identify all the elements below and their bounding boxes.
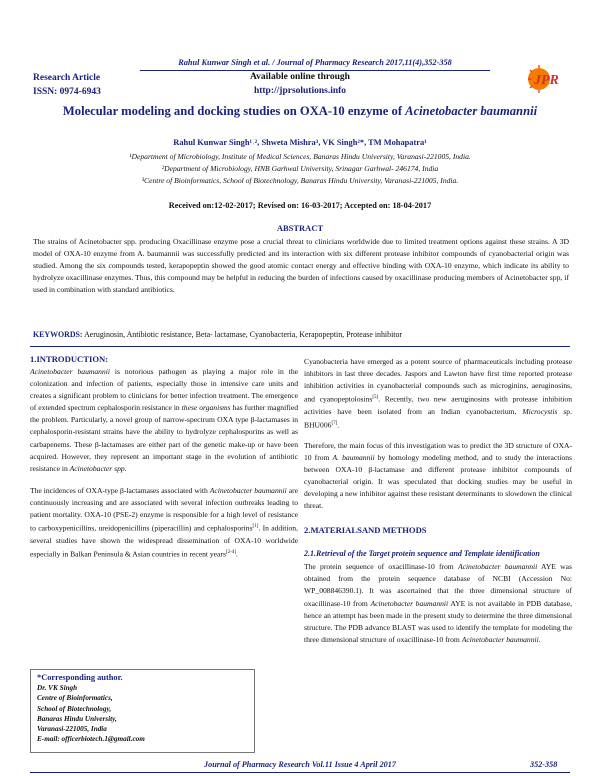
header-rule [140, 70, 490, 71]
affiliation-2: ²Department of Microbiology, HNB Garhwal University, Srinagar Garhwal- 246174, India [161, 164, 439, 173]
correspondence-line: Banaras Hindu University, [37, 714, 117, 723]
author-list: Rahul Kunwar Singh¹˒², Shweta Mishra³, VK Singh²*, TM Mohapatra¹ [173, 138, 427, 147]
correspondence-line: Centre of Bioinformatics, [37, 694, 113, 703]
article-title: Molecular modeling and docking studies on OXA-10 enzyme of Acinetobacter baumannii [62, 104, 538, 118]
methods-paragraph: The protein sequence of oxacillinase-10 from Acinetobacter baumannii AYE was obtained from the protein sequence database of NCBI (Accession No: WP_008846390.1). It was ascertained that the three dimensional structure of oxacillinase-10 from Acinetobacter baumannii AYE is not available in PDB database, hence an attempt has been made in the present study to determine the three dimensional structure. The PDB advance BLAST was used to identify the template for modeling the three dimensional structure of oxacillinase-10 from Acinetobacter baumannii. [304, 562, 572, 644]
journal-website-link[interactable]: http://jprsolutions.info [253, 86, 347, 96]
correspondence-line: School of Biotechnology, [37, 704, 112, 713]
intro-heading: 1.INTRODUCTION: [30, 354, 109, 364]
correspondence-line: Varanasi-221005, India [37, 725, 107, 734]
right-column [304, 356, 572, 654]
submission-dates: Received on:12-02-2017; Revised on: 16-03-2017; Accepted on: 18-04-2017 [168, 201, 432, 210]
abstract-heading: ABSTRACT [276, 223, 324, 233]
methods-heading: 2.MATERIALSAND METHODS [304, 525, 427, 536]
intro-paragraph-3: Cyanobacteria have emerged as a potent source of pharmaceuticals including protease inhibitors in last three decades. Jaspors and Lawton have first time reported protease inhibition activities in cyanobacterial compounds such as microginins, aeruginosins, and cyanopeptolosins[5]. Recently, two new aeruginosins with protease inhibition activities have been isolated from an Indian cyanobacterium, Microcystis sp. BHU006[7]. [304, 357, 573, 430]
availability-text: Available online through [250, 72, 350, 82]
footer-pages: 352-358 [530, 760, 558, 769]
correspondence-email[interactable]: E-mail: officerbiotech.1@gmail.com [37, 735, 145, 744]
keywords-list: Aeruginosin, Antibiotic resistance, Beta- lactamase, Cyanobacteria, Kerapopeptin, Protease inhibitor [82, 330, 403, 339]
footer-journal: Journal of Pharmacy Research Vol.11 Issue 4 April 2017 [204, 760, 396, 769]
affiliation-3: ³Centre of Bioinformatics, School of Biotechnology, Banaras Hindu University, Varanasi-221005, India. [141, 176, 459, 185]
intro-paragraph-2: The incidences of OXA-type β-lactamases associated with Acinetobacter baumannii are continuously increasing and are associated with several infection outbreaks leading to patient mortality. OXA-10 (PSE-2) enzyme is responsible for a high level of resistance to carboxypenicillins, ureidopenicillins (piperacillin) and cephalosporins[1]. In addition, several studies have shown the widespread dissemination of OXA-10 worldwide especially in Balkan Peninsula & Asian countries in recent years[2-4]. [30, 485, 298, 559]
methods-subheading: 2.1.Retrieval of the Target protein sequence and Template identification [304, 549, 540, 559]
title-organism: Acinetobacter baumannii [405, 104, 538, 118]
correspondence-box [30, 669, 255, 753]
keywords-label: KEYWORDS: [33, 330, 83, 339]
keywords [33, 330, 569, 339]
footer-rule [30, 772, 570, 773]
issn: ISSN: 0974-6943 [33, 87, 101, 97]
left-column [30, 366, 298, 568]
logo-text: JPR [534, 73, 559, 88]
running-header: Rahul Kunwar Singh et al. / Journal of Pharmacy Research 2017,11(4),352-358 [178, 58, 452, 67]
correspondence-line: Dr. VK Singh [37, 684, 78, 693]
abstract-text: The strains of Acinetobacter spp. producing Oxacillinase enzyme pose a crucial threat to clinicians worldwide due to limited treatment options against these strains. A 3D model of OXA-10 enzyme from A. baumannii was successfully predicted and its interaction with six different protease inhibitor compounds of cyanobacterial origin was studied. Among the six compounds tested, kerapopeptin showed the good atomic contact energy and effective binding with OXA-10 enzyme, which indicate its ability to hydrolyze oxacillinase enzymes. Thus, this compound may be helpful in reducing the burden of infections caused by oxacillinase producing members of Acinetobacter spp, if used in combination with standard antibiotics. [33, 237, 569, 294]
affiliation-1: ¹Department of Microbiology, Institute of Medical Sciences, Banaras Hindu University, Varanasi-221005, India. [129, 152, 471, 161]
intro-paragraph-1: Acinetobacter baumannii is notorious pathogen as playing a major role in the colonization and infection of patients, especially those in intensive care units and creates a significant problem to clinicians for better infection treatment. The emergence of extended spectrum cephalosporin resistance in these organisms has further magnified the problem. Particularly, a novel group of narrow-spectrum OXA type β-lactamases in cephalosporin-resistant strains have the ability to hydrolyze cephalosporins as well as carbapenems. These β-lactamases are either part of the genetic make-up or have been acquired. However, they represent an important stage in the evolution of antibiotic resistance in Acinetobacter spp. [30, 367, 299, 473]
journal-logo [527, 64, 575, 94]
correspondence-heading: *Corresponding author. [37, 673, 123, 682]
keywords-rule [30, 346, 570, 347]
intro-paragraph-4: Therefore, the main focus of this investigation was to predict the 3D structure of OXA-10 from A. baumannii by homology modeling method, and to study the interactions between OXA-10 β-lactamase and different protease inhibitor compounds of cyanobacterial origin. It was speculated that docking studies may be useful in developing a new inhibitor against these resistant determinants to slowdown the clinical threat. [304, 440, 572, 511]
article-type: Research Article [33, 73, 101, 83]
